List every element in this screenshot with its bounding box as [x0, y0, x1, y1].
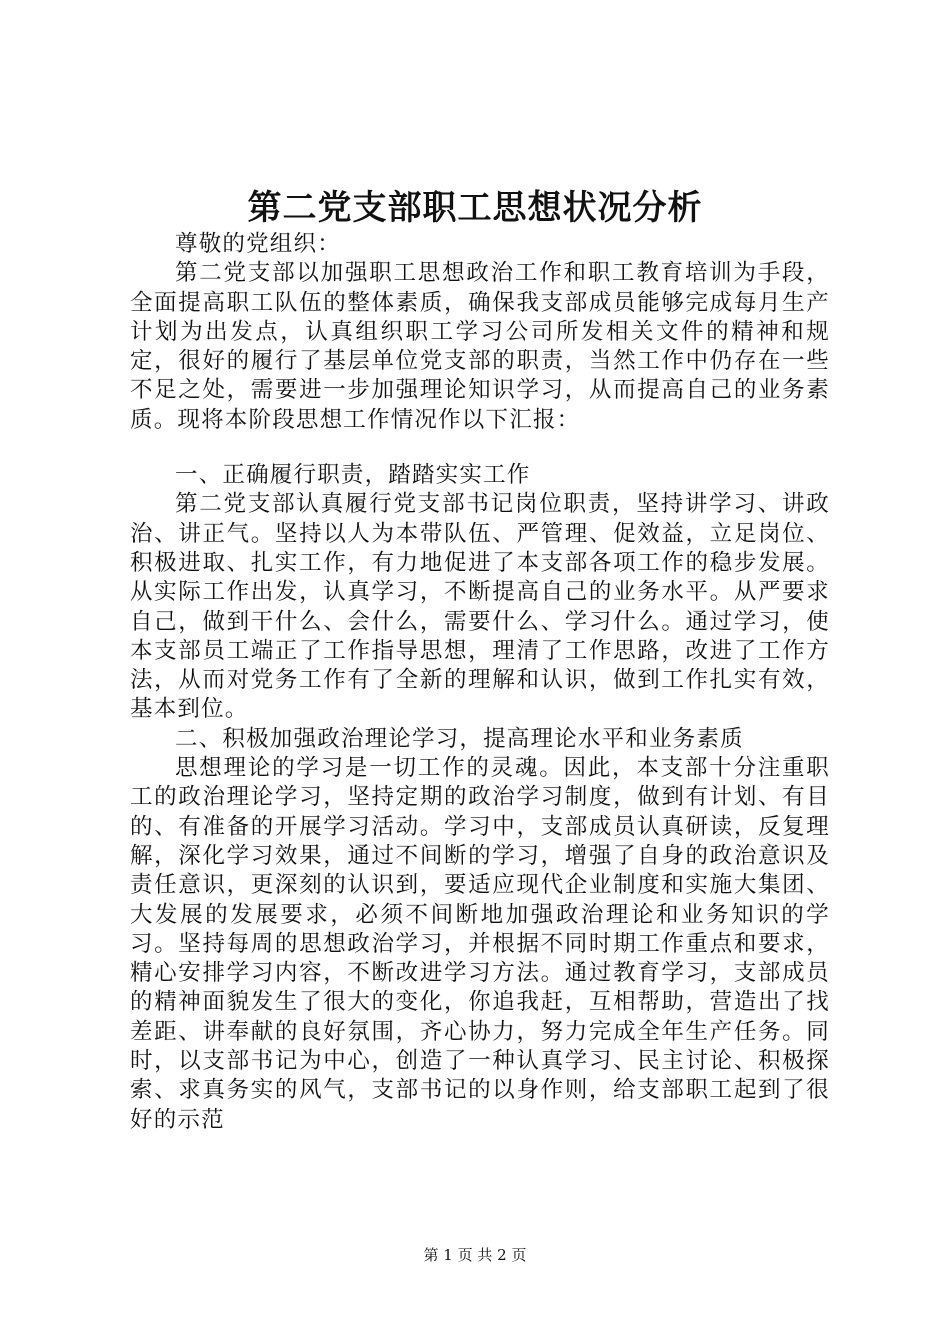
salutation: 尊敬的党组织： — [175, 231, 341, 257]
page-footer: 第 1 页 共 2 页 — [423, 1246, 527, 1264]
intro-paragraph: 第二党支部以加强职工思想政治工作和职工教育培训为手段，全面提高职工队伍的整体素质，确保我支部成员能够完成每月生产计划为出发点，认真组织职工学习公司所发相关文件的精神和规定，很好的履行了基层单位党支部的职责，当然工作中仍存在一些不足之处，需要进一步加强理论知识学习，从而提高自己的业务素质。现将本阶段思想工作情况作以下汇报： — [130, 260, 830, 433]
section-2-paragraph: 思想理论的学习是一切工作的灵魂。因此，本支部十分注重职工的政治理论学习，坚持定期的政治学习制度，做到有计划、有目的、有准备的开展学习活动。学习中，支部成员认真研读，反复理解，深化学习效果，通过不间断的学习，增强了自身的政治意识及责任意识，更深刻的认识到，要适应现代企业制度和实施大集团、大发展的发展要求，必须不间断地加强政治理论和业务知识的学习。坚持每周的思想政治学习，并根据不同时期工作重点和要求，精心安排学习内容，不断改进学习方法。通过教育学习，支部成员的精神面貌发生了很大的变化，你追我赶，互相帮助，营造出了找差距、讲奉献的良好氛围，齐心协力，努力完成全年生产任务。同时，以支部书记为中心，创造了一种认真学习、民主讨论、积极探索、求真务实的风气，支部书记的以身作则，给支部职工起到了很好的示范 — [130, 755, 830, 1133]
section-1-heading: 一、正确履行职责，踏踏实实工作 — [175, 462, 531, 489]
section-2-heading: 二、积极加强政治理论学习，提高理论水平和业务素质 — [175, 725, 744, 752]
document-body — [130, 230, 830, 1135]
document-title: 第二党支部职工思想状况分析 — [247, 188, 703, 228]
section-1-paragraph: 第二党支部认真履行党支部书记岗位职责，坚持讲学习、讲政治、讲正气。坚持以人为本带队伍、严管理、促效益，立足岗位、积极进取、扎实工作，有力地促进了本支部各项工作的稳步发展。从实际工作出发，认真学习，不断提高自己的业务水平。从严要求自己，做到干什么、会什么，需要什么、学习什么。通过学习，使本支部员工端正了工作指导思想，理清了工作思路，改进了工作方法，从而对党务工作有了全新的理解和认识，做到工作扎实有效，基本到位。 — [130, 491, 830, 723]
